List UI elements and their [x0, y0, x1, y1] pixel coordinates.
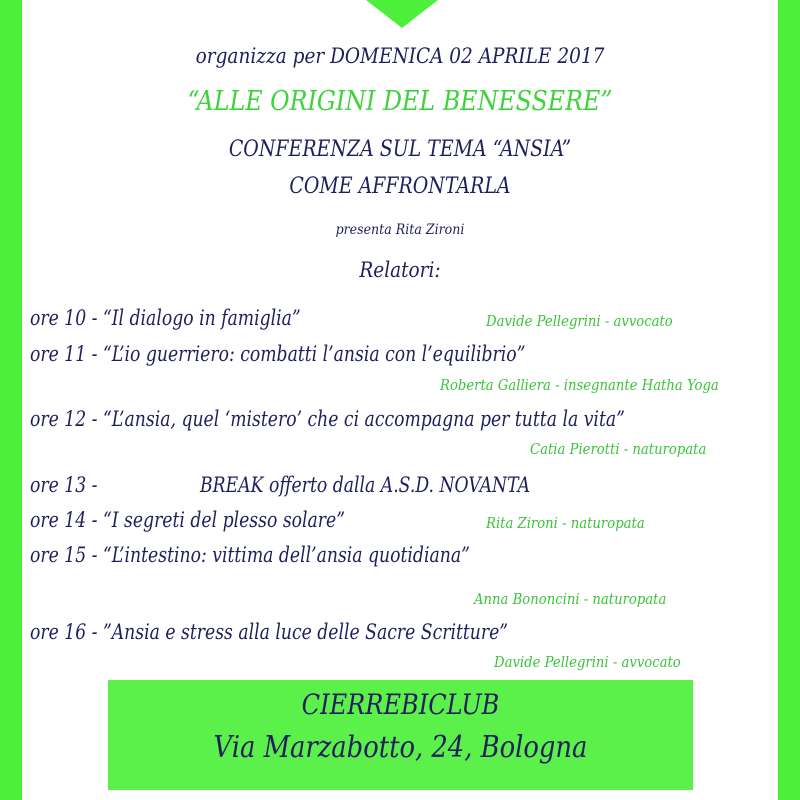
speaker-ore-14: Rita Zironi - naturopata [486, 514, 645, 532]
presenter-line: presenta Rita Zironi [335, 222, 465, 238]
speaker-ore-12: Catia Pierotti - naturopata [530, 440, 707, 458]
talk-ore-11: ore 11 - “L’io guerriero: combatti l’ansia con l’equilibrio” [30, 342, 526, 366]
talk-ore-15: ore 15 - “L’intestino: vittima dell’ansia quotidiana” [30, 543, 470, 567]
conference-topic-line1: CONFERENZA SUL TEMA “ANSIA” [228, 137, 572, 162]
event-date-line: organizza per DOMENICA 02 APRILE 2017 [195, 44, 605, 68]
speaker-ore-11: Roberta Galliera - insegnante Hatha Yoga [440, 376, 719, 394]
speaker-ore-15: Anna Bononcini - naturopata [474, 590, 667, 608]
event-title: “ALLE ORIGINI DEL BENESSERE” [187, 86, 613, 117]
right-green-border [778, 0, 800, 800]
speaker-ore-10: Davide Pellegrini - avvocato [486, 312, 673, 330]
venue-name: CIERREBICLUB [301, 688, 500, 721]
left-green-border [0, 0, 22, 800]
speakers-heading: Relatori: [359, 258, 441, 282]
venue-address: Via Marzabotto, 24, Bologna [213, 730, 588, 765]
break-time: ore 13 - [30, 473, 98, 497]
talk-ore-14: ore 14 - “I segreti del plesso solare” [30, 508, 346, 532]
top-arrow-decoration [366, 0, 438, 28]
venue-box [108, 680, 693, 790]
talk-ore-10: ore 10 - “Il dialogo in famiglia” [30, 306, 301, 330]
talk-ore-12: ore 12 - “L’ansia, quel ‘mistero’ che ci accompagna per tutta la vita” [30, 407, 625, 431]
break-description: BREAK offerto dalla A.S.D. NOVANTA [200, 473, 531, 497]
conference-topic-line2: COME AFFRONTARLA [289, 174, 511, 199]
talk-ore-16: ore 16 - ”Ansia e stress alla luce delle Sacre Scritture” [30, 620, 509, 644]
speaker-ore-16: Davide Pellegrini - avvocato [494, 653, 681, 671]
